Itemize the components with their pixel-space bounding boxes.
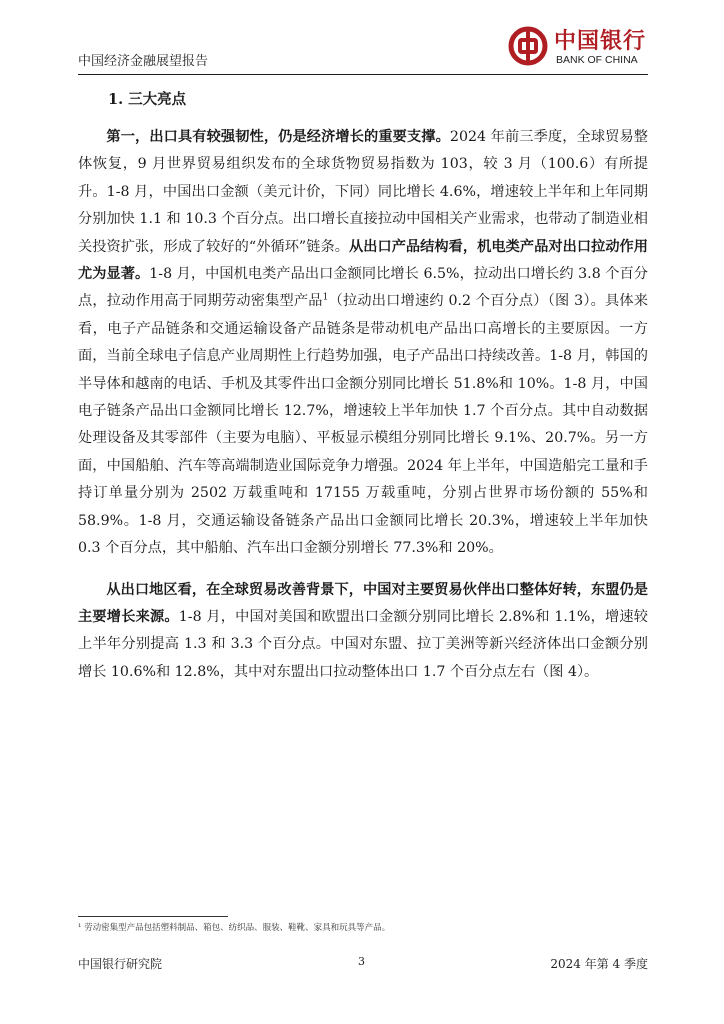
main-content xyxy=(78,86,648,686)
footer-period: 2024 年第 4 季度 xyxy=(550,957,648,971)
paragraph-regions xyxy=(78,577,648,687)
logo-chinese-name: 中国银行 xyxy=(554,28,647,54)
footnote: ¹ 劳动密集型产品包括塑料制品、箱包、纺织品、服装、鞋靴、家具和玩具等产品。 xyxy=(78,923,391,933)
lead-sentence-regions: 从出口地区看，在全球贸易改善背景下，中国对主要贸易伙伴出口整体好转，东盟仍是主要增长来源。 xyxy=(78,581,648,625)
paragraph-text: 2024 年前三季度，全球贸易整体恢复，9 月世界贸易组织发布的全球货物贸易指数为 103，较 3 月（100.6）有所提升。1-8 月，中国出口金额（美元计价，下同）同比增长 4.6%，增速较上半年和上年同期分别加快 1.1 和 10.3 个百分点。出口增长直接拉动中国相关产业需求，也带动了制造业相关投资扩张，形成了较好的“外循环”链条。 xyxy=(78,129,648,255)
bank-of-china-logo xyxy=(508,24,648,70)
paragraph-text: （拉动出口增速约 0.2 个百分点）（图 3）。具体来看，电子产品链条和交通运输设备产品链条是带动机电产品出口高增长的主要原因。一方面，当前全球电子信息产业周期性上行趋势加强，电子产品出口持续改善。1-8 月，韩国的半导体和越南的电话、手机及其零件出口金额分别同比增长 51.8%和 10%。1-8 月，中国电子链条产品出口金额同比增长 12.7%，增速较上半年加快 1.7 个百分点。其中自动数据处理设备及其零部件（主要为电脑）、平板显示模组分别同比增长 9.1%、20.7%。另一方面，中国船舶、汽车等高端制造业国际竞争力增强。2024 年上半年，中国造船完工量和手持订单量分别为 2502 万载重吨和 17155 万载重吨，分别占世界市场份额的 55%和 58.9%。1-8 月，交通运输设备链条产品出口金额同比增长 20.3%，增速较上半年加快 0.3 个百分点，其中船舶、汽车出口金额分别增长 77.3%和 20%。 xyxy=(78,293,648,557)
page-header xyxy=(78,24,648,75)
paragraph-exports xyxy=(78,124,648,563)
logo-english-name: BANK OF CHINA xyxy=(556,54,638,66)
section-heading: 1. 三大亮点 xyxy=(108,91,187,108)
page-number: 3 xyxy=(358,955,365,968)
lead-sentence-exports: 第一，出口具有较强韧性，仍是经济增长的重要支撑。 xyxy=(106,129,450,145)
footnote-reference[interactable]: 1 xyxy=(322,292,329,303)
paragraph-text: 1-8 月，中国对美国和欧盟出口金额分别同比增长 2.8%和 1.1%，增速较上半年分别提高 1.3 和 3.3 个百分点。中国对东盟、拉丁美洲等新兴经济体出口金额分别增长 10.6%和 12.8%，其中对东盟出口拉动整体出口 1.7 个百分点左右（图 4）。 xyxy=(78,608,648,680)
bank-logo-icon xyxy=(508,26,548,66)
page-footer xyxy=(78,955,648,975)
report-title: 中国经济金融展望报告 xyxy=(78,54,209,69)
footnote-divider xyxy=(78,916,228,917)
lead-sentence-products: 从出口产品结构看，机电类产品对出口拉动作用尤为显著。 xyxy=(78,238,648,283)
footer-institute: 中国银行研究院 xyxy=(78,957,163,971)
paragraph-text: 1-8 月，中国机电类产品出口金额同比增长 6.5%，拉动出口增长约 3.8 个百分点，拉动作用高于同期劳动密集型产品 xyxy=(78,266,648,310)
